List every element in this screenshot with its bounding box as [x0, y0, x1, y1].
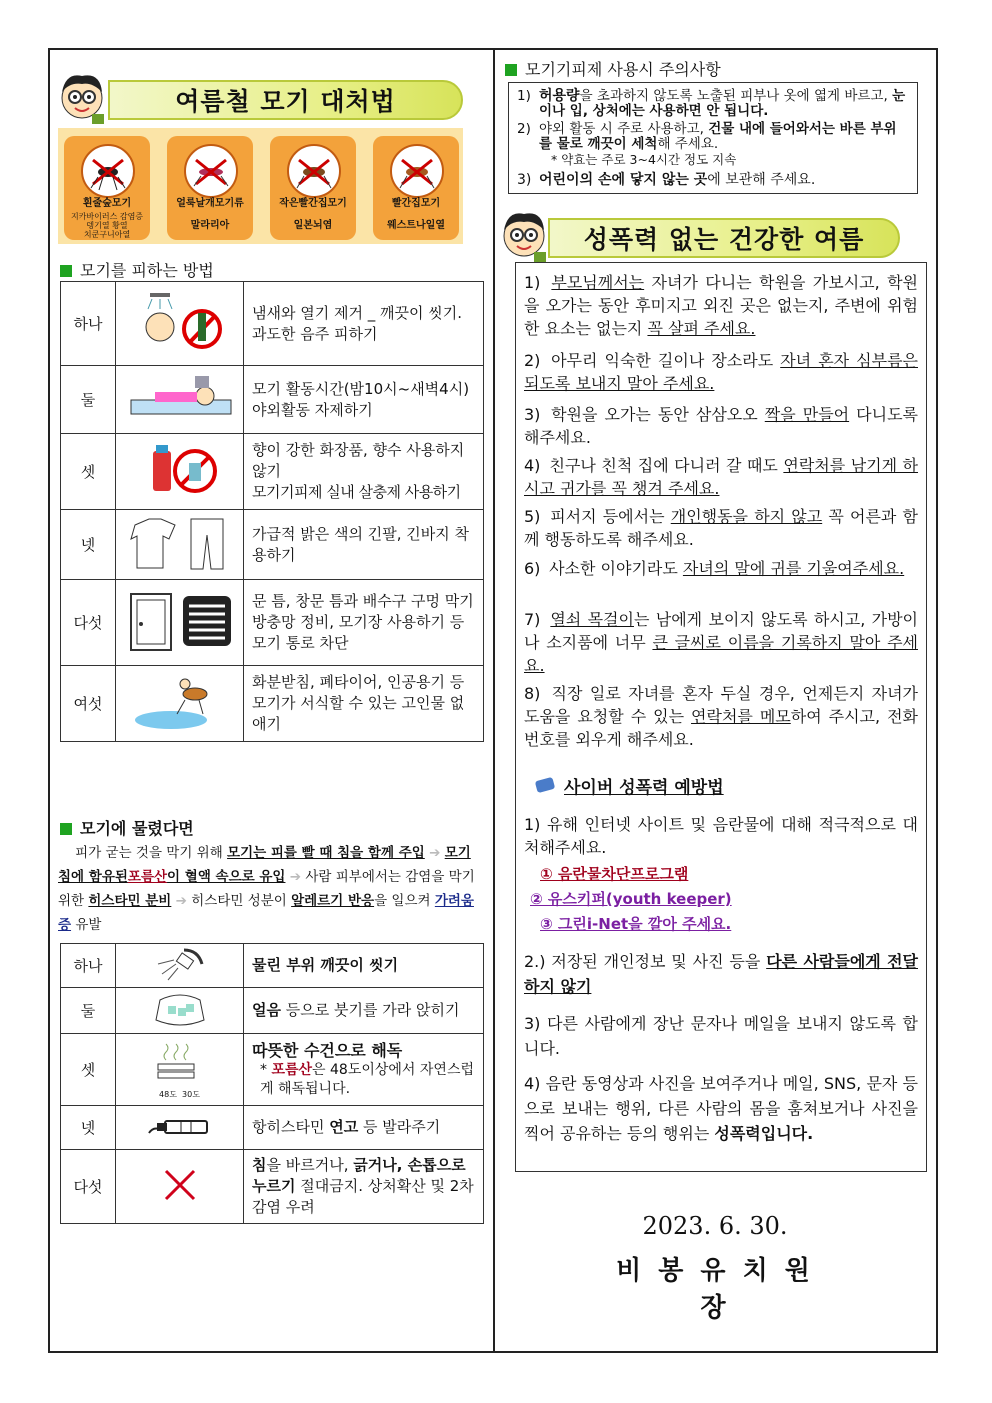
right-banner-title: 성폭력 없는 건강한 여름: [583, 225, 865, 254]
left-banner: [108, 80, 463, 120]
table-row: 하나 냄새와 열기 제거 _ 깨끗이 씻기. 과도한 음주 피하기: [61, 282, 484, 366]
mosquito-name: 작은빨간집모기: [279, 198, 347, 209]
list-item: 8) 직장 일로 자녀를 혼자 두실 경우, 언제든지 자녀가 도움을 요청할 수 있는 연락처를 메모하여 주시고, 전화번호를 외우게 해주세요.: [524, 684, 918, 749]
bitten-row-3-text: 따뜻한 수건으로 해독 * 포름산은 48도이상에서 자연스럽게 해독됩니다.: [244, 1034, 484, 1106]
table-row: 다섯 문 틈, 창문 틈과 배수구 구멍 막기 방충망 정비, 모기장 사용하기 등 모기 통로 차단: [61, 580, 484, 666]
table-row: 둘 모기 활동시간(밤10시~새벽4시) 야외활동 자제하기: [61, 366, 484, 434]
caution-item-3: 3) 어린이의 손에 닿지 않는 곳에 보관해 주세요.: [517, 172, 816, 188]
child-character-icon: [56, 70, 108, 126]
column-divider: [493, 48, 495, 1353]
sleeping-person-icon: [116, 366, 244, 434]
green-square-icon: [505, 64, 517, 76]
caution-box: [508, 82, 918, 194]
mosquito-icon: [390, 144, 444, 198]
cyber-sub-1: ① 음란물차단프로그램: [540, 865, 689, 883]
list-item: 7) 열쇠 목걸이는 남에게 보이지 않도록 하시고, 가방이나 소지품에 너무 큰 글씨로 이름을 기록하지 말아 주세요.: [524, 610, 919, 675]
table-row: 셋 향이 강한 화장품, 향수 사용하지 않기 모기기피제 실내 살충제 사용하기: [61, 434, 484, 510]
puddle-mosquito-icon: [116, 666, 244, 742]
mosquito-icon: [287, 144, 341, 198]
mosquito-card-1: [64, 136, 150, 240]
arrow-icon: ➔: [289, 869, 302, 885]
book-icon: [535, 777, 555, 793]
bitten-table: [60, 943, 484, 1224]
mosquito-disease: 지카바이러스 감염증 뎅기열 황열 치쿤구니아열: [70, 212, 144, 239]
cyber-sub-3: ③ 그린i-Net을 깔아 주세요.: [540, 915, 732, 933]
bitten-row-5-text: 침을 바르거나, 긁거나, 손톱으로 누르기 절대금지. 상처확산 및 2차 감염 우려: [244, 1150, 484, 1224]
cyber-sub-2: ② 유스키퍼(youth keeper): [530, 890, 732, 908]
cyber-item-2: 2.) 저장된 개인정보 및 사진 등을 다른 사람들에게 전달하지 않기: [524, 952, 918, 996]
mosquito-icon: [184, 144, 238, 198]
caution-note: * 약효는 주로 3~4시간 정도 지속: [551, 152, 737, 167]
arrow-icon: ➔: [429, 845, 441, 861]
signature: 비 봉 유 치 원 장: [616, 1256, 814, 1323]
table-row: 둘 얼음 등으로 붓기를 가라 앉히기: [61, 988, 484, 1034]
bitten-section-title: 모기에 물렸다면: [60, 816, 194, 839]
no-perfume-icon: [116, 434, 244, 510]
list-item: 4) 친구나 친척 집에 다니러 갈 때도 연락처를 남기게 하시고 귀가를 꼭 챙겨 주세요.: [524, 456, 919, 498]
table-row: 넷 항히스타민 연고 등 발라주기: [61, 1106, 484, 1150]
right-banner: [548, 218, 900, 258]
clothes-icon: [116, 510, 244, 580]
ice-bag-icon: [116, 988, 244, 1034]
list-item: 5) 피서지 등에서는 개인행동을 하지 않고 꼭 어른과 함께 행동하도록 해주세요.: [524, 507, 918, 549]
mosquito-icon: [81, 144, 135, 198]
green-square-icon: [60, 823, 72, 835]
cyber-item-3: 3) 다른 사람에게 장난 문자나 메일을 보내지 않도록 합니다.: [524, 1014, 918, 1058]
mosquito-name: 빨간집모기: [391, 198, 441, 209]
mosquito-card-3: [270, 136, 356, 240]
arrow-icon: ➔: [175, 893, 187, 909]
caution-item-1: 1) 허용량을 초과하지 않도록 노출된 피부나 옷에 엷게 바르고, 눈이나 입, 상처에는 사용하면 안 됩니다.: [517, 88, 906, 119]
shower-icon: [116, 282, 244, 366]
mosquito-disease: 말라리아: [190, 220, 230, 231]
mosquito-disease: 웨스트나일열: [387, 220, 445, 231]
avoid-row-3-text: 향이 강한 화장품, 향수 사용하지 않기 모기기피제 실내 살충제 사용하기: [244, 434, 484, 510]
caution-section-title: 모기기피제 사용시 주의사항: [505, 57, 721, 80]
list-item: 2) 아무리 익숙한 길이나 장소라도 자녀 혼자 심부름은 되도록 보내지 말아 주세요.: [524, 351, 918, 393]
table-row: 하나 물린 부위 깨끗이 씻기: [61, 944, 484, 988]
cyber-title: 사이버 성폭력 예방법: [536, 773, 724, 798]
table-row: 셋 48도 30도 따뜻한 수건으로 해독 * 포름산은 48도이상에서 자연스럽게 해독됩니다.: [61, 1034, 484, 1106]
table-row: 넷 가급적 밝은 색의 긴팔, 긴바지 착용하기: [61, 510, 484, 580]
door-drain-icon: [116, 580, 244, 666]
avoid-row-5-text: 문 틈, 창문 틈과 배수구 구멍 막기 방충망 정비, 모기장 사용하기 등 모기 통로 차단: [244, 580, 484, 666]
mosquito-card-4: [373, 136, 459, 240]
cyber-item-4: 4) 음란 동영상과 사진을 보여주거나 메일, SNS, 문자 등으로 보내는 행위, 다른 사람의 몸을 훔쳐보거나 사진을 찍어 공유하는 등의 행위는 성폭력입니다.: [524, 1074, 918, 1143]
child-character-icon: [498, 208, 550, 264]
issue-date: 2023. 6. 30.: [642, 1212, 788, 1240]
avoid-table: [60, 281, 484, 742]
list-item: 1) 부모님께서는 자녀가 다니는 학원을 가보시고, 학원을 오가는 동안 후미지고 외진 곳은 없는지, 주변에 위험한 요소는 없는지 꼭 살펴 주세요.: [524, 273, 918, 338]
water-spray-icon: [116, 944, 244, 988]
table-row: 여섯 화분받침, 폐타이어, 인공용기 등 모기가 서식할 수 있는 고인물 없애기: [61, 666, 484, 742]
mosquito-disease: 일본뇌염: [293, 220, 333, 231]
mosquito-name: 흰줄숲모기: [82, 198, 132, 209]
bitten-row-2-text: 얼음 등으로 붓기를 가라 앉히기: [244, 988, 484, 1034]
left-banner-title: 여름철 모기 대처법: [175, 87, 396, 116]
green-square-icon: [60, 265, 72, 277]
list-item: 3) 학원을 오가는 동안 삼삼오오 짝을 만들어 다니도록 해주세요.: [524, 405, 918, 447]
avoid-section-title: 모기를 피하는 방법: [60, 258, 214, 281]
warm-towel-icon: 48도 30도: [116, 1034, 244, 1106]
cyber-item-1: 1) 유해 인터넷 사이트 및 음란물에 대해 적극적으로 대처해주세요.: [524, 815, 918, 857]
caution-item-2: 2) 야외 활동 시 주로 사용하고, 건물 내에 들어와서는 바른 부위를 물로 깨끗이 세척해 주세요.: [517, 121, 897, 152]
list-item: 6) 사소한 이야기라도 자녀의 말에 귀를 기울여주세요.: [524, 559, 905, 578]
ointment-icon: [116, 1106, 244, 1150]
bitten-row-4-text: 항히스타민 연고 등 발라주기: [244, 1106, 484, 1150]
table-row: 다섯 침을 바르거나, 긁거나, 손톱으로 누르기 절대금지. 상처확산 및 2차 감염 우려: [61, 1150, 484, 1224]
mosquito-name: 얼룩날개모기류: [176, 198, 244, 209]
mosquito-card-2: [167, 136, 253, 240]
cross-mark-icon: [116, 1150, 244, 1224]
safety-tips-box: [515, 262, 927, 1172]
bitten-note: 피가 굳는 것을 막기 위해 모기는 피를 빨 때 침을 함께 주입 ➔ 모기 침에 함유된포름산이 혈액 속으로 유입 ➔ 사람 피부에서는 감염을 막기 위한 히스타민 분비 ➔ 히스타민 성분이 알레르기 반응을 일으켜 가려움증 유발: [58, 845, 475, 933]
